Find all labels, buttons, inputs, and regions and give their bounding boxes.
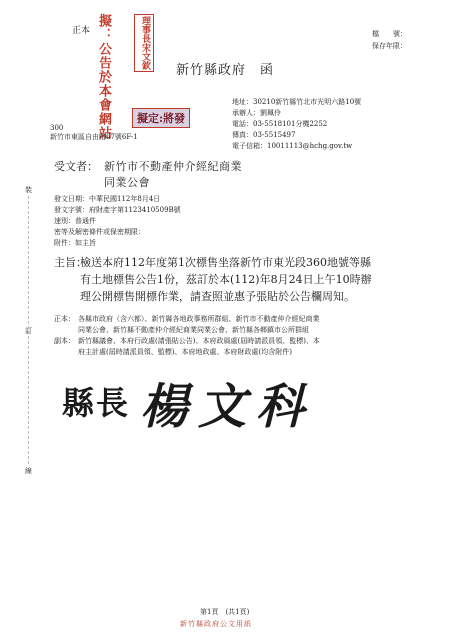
copy-label: 副本： <box>54 337 75 345</box>
sender-address: 地址：30210新竹縣竹北市光明六路10號 <box>232 98 362 106</box>
signature-title: 縣長 <box>62 384 131 422</box>
approval-stamp: 擬定:將發 <box>132 108 190 128</box>
binding-mark-bottom: 線 <box>25 467 32 475</box>
page-title: 新竹縣政府 函 <box>176 63 275 78</box>
handwritten-red-note: 擬：公告於本會網站 <box>96 14 111 140</box>
recipient-postal-code: 300 <box>50 124 64 132</box>
sender-phone: 電話：03-5518101分機2252 <box>232 120 328 128</box>
binding-mark-middle: 訂 <box>25 327 32 335</box>
issue-date: 發文日期：中華民國112年8月4日 <box>54 195 161 203</box>
subject-label: 主旨： <box>54 256 87 269</box>
delivery-speed: 速別：普通件 <box>54 217 96 225</box>
copy-type: 正本 <box>72 26 91 36</box>
original-label: 正本： <box>54 315 75 323</box>
subject-line-3: 理公開標售開標作業，請查照並惠予張貼於公告欄周知。 <box>80 290 355 303</box>
copy-line-2: 府主計處(屆時請派員領、監標)、本府地政處、本府財政處(均含附件) <box>78 348 292 356</box>
sender-contact: 承辦人：劉珮伶 <box>232 109 281 117</box>
copy-line-1: 新竹縣議會、本府行政處(請張貼公告)、本府政風處(屆時請派員領、監標)、本 <box>78 337 320 345</box>
file-number-label: 檔 號： <box>372 30 407 38</box>
recipient-label: 受文者： <box>54 160 98 173</box>
recipient-line-1: 新竹市不動產仲介經紀商業 <box>104 160 242 173</box>
security-level: 密等及解密條件或保密期限： <box>54 228 145 236</box>
binding-line <box>28 196 29 464</box>
recipient-address: 新竹市東區自由路67號6F-1 <box>50 133 138 141</box>
chairman-seal: 理事長宋文欽 <box>134 14 154 72</box>
original-line-2: 同業公會、新竹縣不動產仲介經紀商業同業公會、新竹縣各鄉鎮市公所群組 <box>78 326 309 334</box>
paper-label: 新竹縣政府公文用紙 <box>180 620 252 628</box>
original-line-1: 各縣市政府（含六都）、新竹縣各地政事務所群組、新竹市不動產仲介經紀商業 <box>78 315 320 323</box>
signature-name: 楊文科 <box>140 379 315 435</box>
sender-email: 電子信箱：10011113@hchg.gov.tw <box>232 142 353 150</box>
recipient-line-2: 同業公會 <box>104 176 150 189</box>
page-number: 第1頁 (共1頁) <box>200 608 250 616</box>
issue-number: 發文字號：府財產字第1123410509B號 <box>54 206 181 214</box>
sender-fax: 傳真：03-5515497 <box>232 131 296 139</box>
attachment: 附件：如主旨 <box>54 239 96 247</box>
subject-line-2: 有土地標售公告1份，茲訂於本(112)年8月24日上午10時辦 <box>80 273 372 286</box>
subject-line-1: 檢送本府112年度第1次標售坐落新竹市東光段360地號等縣 <box>80 256 371 269</box>
binding-mark-top: 裝 <box>25 186 32 194</box>
retention-label: 保存年限： <box>372 42 407 50</box>
